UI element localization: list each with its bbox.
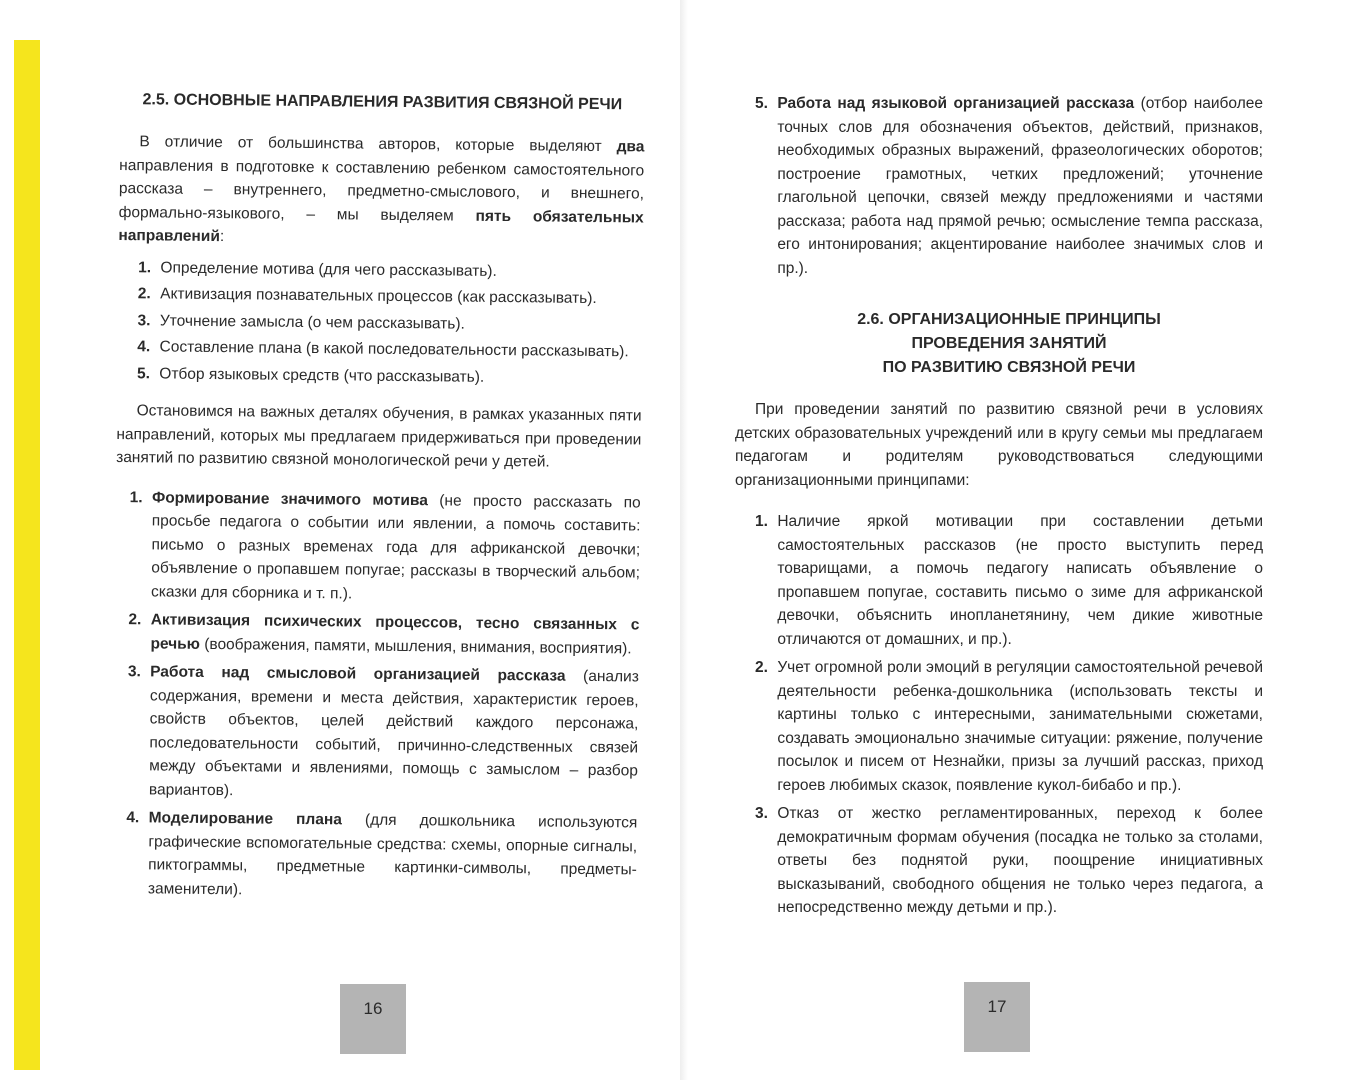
item-title: Работа над смысловой организацией рассказа bbox=[150, 663, 566, 685]
list-item bbox=[128, 608, 639, 660]
item-text: (для дошкольника используются графические вспомогательные средства: схемы, опорные сигналы, пиктограммы, предметные картинки-символы, предметы-заменители). bbox=[147, 811, 638, 898]
list-item bbox=[755, 92, 1263, 280]
item-number: 2. bbox=[137, 285, 151, 303]
right-page bbox=[735, 92, 1263, 925]
section-heading: 2.5. ОСНОВНЫЕ НАПРАВЛЕНИЯ РАЗВИТИЯ СВЯЗНОЙ РЕЧИ bbox=[142, 91, 623, 114]
list-item bbox=[137, 362, 642, 391]
list-item bbox=[755, 802, 1263, 920]
item-text: (воображения, памяти, мышления, внимания, восприятия). bbox=[199, 635, 632, 657]
list-item bbox=[137, 309, 642, 338]
item-number: 3. bbox=[755, 805, 768, 822]
item-title: Работа над языковой организацией рассказа bbox=[777, 95, 1135, 112]
item-number: 4. bbox=[126, 809, 140, 827]
item-number: 2. bbox=[128, 611, 142, 629]
item-number: 3. bbox=[137, 311, 151, 329]
book-edge bbox=[14, 40, 40, 1070]
text: : bbox=[219, 228, 225, 246]
heading-line: ПРОВЕДЕНИЯ ЗАНЯТИЙ bbox=[911, 335, 1107, 352]
item-text: Отбор языковых средств (что рассказывать). bbox=[159, 364, 485, 386]
item-text: Активизация познавательных процессов (как рассказывать). bbox=[160, 285, 597, 308]
item-number: 2. bbox=[755, 659, 768, 676]
list-item bbox=[138, 282, 643, 311]
item-number: 4. bbox=[137, 338, 151, 356]
list-item bbox=[129, 486, 641, 609]
list-item bbox=[755, 510, 1263, 651]
bold-text: два bbox=[616, 138, 645, 156]
paragraph: При проведении занятий по развитию связной речи в условиях детских образовательных учреждений или в кругу семьи мы предлагаем педагогам и родителям руководствоваться следующими организационными принципами: bbox=[735, 401, 1263, 489]
item-text: (отбор наиболее точных слов для обозначения объектов, действий, признаков, необходимых образных выражений, фразеологических оборотов; построение грамотных, четких предложений; уточнение глагольной цепочки, связей между предложениями и частями рассказа; работа над прямой речью; осмысление темпа рассказа, его интонирования; акцентирование наиболее значимых слов и пр.). bbox=[777, 95, 1263, 277]
list-item bbox=[137, 335, 642, 364]
heading-line: 2.6. ОРГАНИЗАЦИОННЫЕ ПРИНЦИПЫ bbox=[857, 311, 1161, 328]
item-number: 5. bbox=[755, 95, 768, 112]
item-text: Составление плана (в какой последовательности рассказывать). bbox=[159, 338, 629, 361]
item-text: Определение мотива (для чего рассказывать). bbox=[160, 258, 497, 280]
intro-paragraph bbox=[118, 130, 644, 253]
text: направления в подготовке к составлению ребенком самостоятельного рассказа – внутреннего, предметно-смыслового, и внешнего, формально-языкового, – мы выделяем bbox=[118, 156, 645, 225]
item-number: 1. bbox=[755, 513, 768, 530]
bold-text: пять обязательных направлений bbox=[118, 207, 644, 246]
item-text: Наличие яркой мотивации при составлении детьми самостоятельных рассказов (не просто выступить перед товарищами, а помочь педагогу написать объявление о пропавшем попугае, составить письмо о зиме для африканской девочки, объяснить инопланетянину, чем дикие животные отличаются от домашних, и пр.). bbox=[777, 513, 1263, 648]
book-gutter bbox=[680, 0, 688, 1080]
item-text: (не просто рассказать по просьбе педагога о событии или явлении, а помочь составить: письмо о разных временах года для африканской девочки; объявление о пропавшем попугае; рассказы в творческий альбом; сказки для сборника и т. п.). bbox=[150, 491, 641, 602]
short-list bbox=[137, 256, 643, 391]
item-text: (анализ содержания, времени и места действия, характеристик героев, свойств объектов, целей действий каждого персонажа, последовательности событий, причинно-следственных связей между объектами и явлениями, помощь с замыслом – разбор вариантов). bbox=[148, 667, 639, 799]
heading-line: ПО РАЗВИТИЮ СВЯЗНОЙ РЕЧИ bbox=[882, 359, 1136, 376]
list-item bbox=[755, 656, 1263, 797]
section-heading bbox=[755, 308, 1263, 380]
item-text: Учет огромной роли эмоций в регуляции самостоятельной речевой деятельности ребенка-дошкольника (использовать тексты и картины только с интересными, занимательными сюжетами, создавать эмоционально значимые ситуации: ряжение, получение посылок и писем от Незнайки, призы за лучший рассказ, приход героев любимых сказок, появление кукол-бибабо и пр.). bbox=[777, 659, 1263, 794]
left-page bbox=[111, 88, 645, 910]
page-number: 17 bbox=[964, 982, 1030, 1052]
item-number: 3. bbox=[127, 663, 141, 681]
item-number: 1. bbox=[129, 488, 143, 506]
text: В отличие от большинства авторов, которые выделяют bbox=[139, 133, 617, 156]
item-title: Формирование значимого мотива bbox=[151, 488, 428, 509]
list-item bbox=[127, 660, 639, 806]
item-title: Активизация психических процессов, тесно связанных с речью bbox=[150, 611, 640, 653]
item-text: Отказ от жестко регламентированных, переход к более демократичным формам обучения (посадка не только за столами, ответы без поднятой руки, поощрение инициативных высказываний, свободного общения не только через педагога, а непосредственно между детьми и пр.). bbox=[777, 805, 1263, 916]
principles-list bbox=[755, 510, 1263, 920]
long-list bbox=[125, 486, 640, 906]
item-text: Уточнение замысла (о чем рассказывать). bbox=[159, 311, 465, 333]
list-item bbox=[138, 256, 643, 285]
item-title: Моделирование плана bbox=[148, 809, 343, 829]
paragraph: Остановимся на важных деталях обучения, в рамках указанных пяти направлений, которых мы предлагаем придерживаться при проведении занятий по развитию связной монологической речи у детей. bbox=[116, 402, 642, 471]
list-item bbox=[125, 806, 637, 905]
item-number: 5. bbox=[136, 364, 151, 382]
page-number: 16 bbox=[340, 984, 406, 1054]
item-number: 1. bbox=[138, 258, 152, 276]
